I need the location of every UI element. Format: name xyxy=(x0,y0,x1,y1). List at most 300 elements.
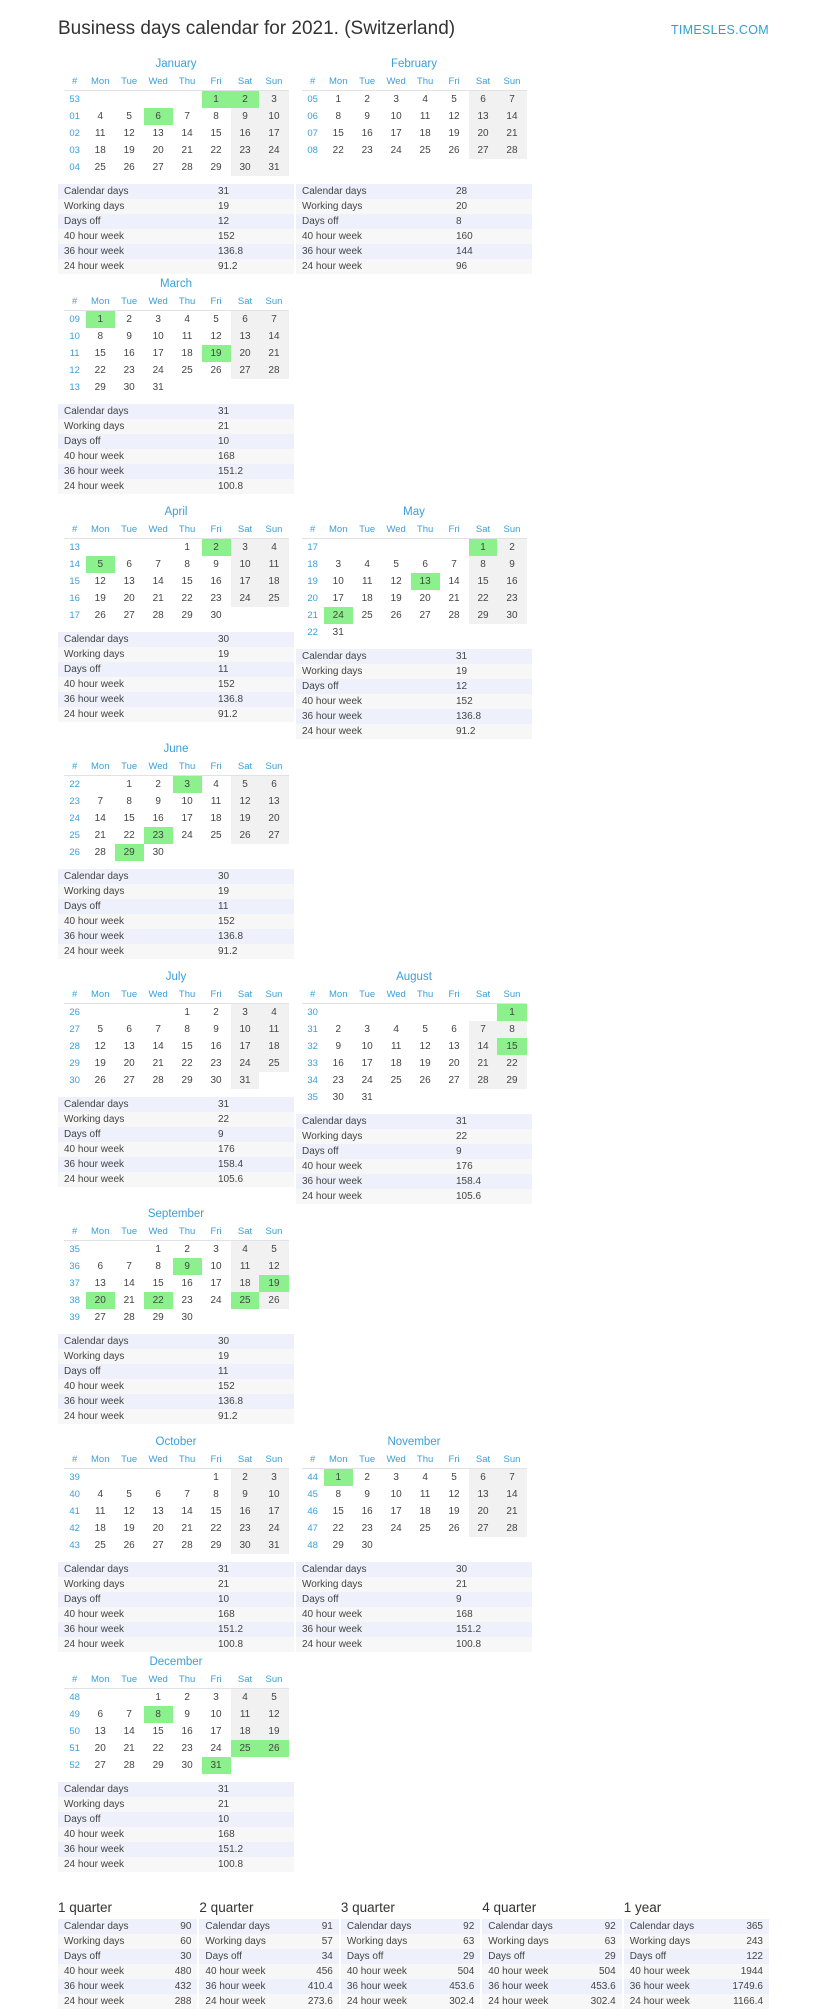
day-cell: 21 xyxy=(469,1055,498,1072)
stat-value: 31 xyxy=(212,184,294,199)
day-cell: 19 xyxy=(259,1275,288,1292)
day-cell: 22 xyxy=(123,830,135,841)
day-cell: 28 xyxy=(152,610,164,621)
day-cell: 9 xyxy=(231,1486,260,1503)
day-cell: 3 xyxy=(155,314,161,325)
day-cell: 22 xyxy=(332,1523,344,1534)
day-cell xyxy=(259,844,288,861)
month-row xyxy=(58,502,769,959)
day-cell: 9 xyxy=(231,108,260,125)
day-cell: 30 xyxy=(152,847,164,858)
weekday-header: Sat xyxy=(469,1452,498,1469)
week-row xyxy=(64,776,289,794)
day-cell xyxy=(324,159,353,176)
summary-label: Working days xyxy=(482,1934,559,1949)
stat-label: 40 hour week xyxy=(58,677,212,692)
stat-row xyxy=(296,244,532,259)
week-number-cell: 24 xyxy=(69,813,80,824)
weekday-header: Mon xyxy=(86,74,115,91)
day-cell: 26 xyxy=(419,1075,431,1086)
summary-value: 57 xyxy=(277,1934,339,1949)
day-cell: 9 xyxy=(364,111,370,122)
day-cell: 23 xyxy=(210,1058,222,1069)
day-cell: 3 xyxy=(393,1472,399,1483)
week-number-header: # xyxy=(64,294,86,311)
week-number-cell: 17 xyxy=(307,542,318,553)
weekday-header: Tue xyxy=(115,74,144,91)
weekday-header: Sun xyxy=(259,1672,288,1689)
stat-value: 151.2 xyxy=(212,464,294,479)
day-cell: 25 xyxy=(390,1075,402,1086)
day-cell: 29 xyxy=(152,1760,164,1771)
day-cell: 27 xyxy=(259,827,288,844)
weekday-header: Sun xyxy=(259,987,288,1004)
day-cell xyxy=(411,1537,440,1554)
day-cell: 31 xyxy=(259,1537,288,1554)
day-cell: 16 xyxy=(231,125,260,142)
day-cell: 20 xyxy=(152,145,164,156)
summary-value: 288 xyxy=(135,1994,197,2009)
stat-label: 40 hour week xyxy=(296,694,450,709)
day-cell: 2 xyxy=(364,1472,370,1483)
month-stats-table xyxy=(296,649,532,739)
day-cell: 31 xyxy=(332,627,344,638)
stat-row xyxy=(58,1157,294,1172)
month-stats-table xyxy=(58,1782,294,1872)
summary-label: 40 hour week xyxy=(199,1964,276,1979)
summary-label: Working days xyxy=(624,1934,707,1949)
stat-label: 36 hour week xyxy=(58,1157,212,1172)
stat-label: Days off xyxy=(296,679,450,694)
day-cell: 1 xyxy=(184,1007,190,1018)
day-cell: 24 xyxy=(231,1055,260,1072)
summary-value: 432 xyxy=(135,1979,197,1994)
day-cell: 19 xyxy=(390,593,402,604)
stat-value: 30 xyxy=(212,1334,294,1349)
day-cell: 17 xyxy=(152,348,164,359)
day-cell: 23 xyxy=(497,590,526,607)
week-row xyxy=(64,1038,289,1055)
week-row xyxy=(64,362,289,379)
day-cell: 18 xyxy=(210,813,222,824)
summary-label: 36 hour week xyxy=(482,1979,559,1994)
week-number-cell: 49 xyxy=(69,1709,80,1720)
week-number-cell: 05 xyxy=(307,94,318,105)
day-cell: 30 xyxy=(210,610,222,621)
week-number-cell: 48 xyxy=(69,1692,80,1703)
summary-row-item xyxy=(624,1919,769,1934)
day-cell: 14 xyxy=(448,576,460,587)
day-cell: 24 xyxy=(390,145,402,156)
week-number-cell: 11 xyxy=(69,348,80,359)
week-row xyxy=(302,142,527,159)
day-cell: 15 xyxy=(152,1726,164,1737)
summary-row-item xyxy=(199,1964,338,1979)
day-cell xyxy=(353,539,382,557)
day-cell: 27 xyxy=(152,162,164,173)
summary-value: 92 xyxy=(560,1919,622,1934)
day-cell: 21 xyxy=(181,1523,193,1534)
stat-row xyxy=(58,214,294,229)
week-number-cell: 02 xyxy=(69,128,80,139)
stat-row xyxy=(58,1334,294,1349)
stat-row xyxy=(296,199,532,214)
stat-row xyxy=(58,662,294,677)
month-row xyxy=(58,967,769,1424)
stat-value: 22 xyxy=(212,1112,294,1127)
day-cell: 2 xyxy=(335,1024,342,1035)
week-row xyxy=(64,1723,289,1740)
week-number-cell: 13 xyxy=(69,382,80,393)
stat-row xyxy=(58,1349,294,1364)
stat-label: Working days xyxy=(296,664,450,679)
week-number-header: # xyxy=(64,1224,86,1241)
weekday-header: Wed xyxy=(144,759,173,776)
day-cell: 13 xyxy=(94,1278,106,1289)
month-stats-table xyxy=(58,1334,294,1424)
stat-label: Working days xyxy=(58,1577,212,1592)
day-cell: 24 xyxy=(361,1075,373,1086)
stat-row xyxy=(58,1797,294,1812)
week-number-cell: 13 xyxy=(69,542,80,553)
weekday-header: Sat xyxy=(231,987,260,1004)
week-number-cell: 35 xyxy=(307,1092,318,1103)
week-number-cell: 43 xyxy=(69,1540,80,1551)
day-cell: 20 xyxy=(86,1292,115,1309)
stat-value: 28 xyxy=(450,184,532,199)
day-cell: 11 xyxy=(95,128,106,139)
stat-row xyxy=(296,724,532,739)
day-cell: 6 xyxy=(469,1469,498,1487)
day-cell: 19 xyxy=(448,1506,460,1517)
stat-row xyxy=(296,1144,532,1159)
week-number-cell: 30 xyxy=(69,1075,80,1086)
day-cell xyxy=(202,1309,231,1326)
week-number-cell: 34 xyxy=(307,1075,318,1086)
week-number-header: # xyxy=(64,522,86,539)
month-stats-table xyxy=(58,632,294,722)
day-cell: 4 xyxy=(422,94,428,105)
stat-value: 10 xyxy=(212,1812,294,1827)
day-cell: 8 xyxy=(213,111,219,122)
day-cell xyxy=(86,539,115,557)
weekday-header: Wed xyxy=(144,74,173,91)
stat-value: 30 xyxy=(212,869,294,884)
stat-label: Days off xyxy=(58,662,212,677)
weekday-header: Wed xyxy=(144,522,173,539)
stat-value: 12 xyxy=(450,679,532,694)
weekday-header: Tue xyxy=(353,522,382,539)
week-row xyxy=(64,1292,289,1309)
summary-row-item xyxy=(624,1994,769,2009)
summary-table xyxy=(482,1919,621,2009)
day-cell: 11 xyxy=(419,1489,431,1500)
day-cell: 1 xyxy=(155,1244,161,1255)
day-cell: 31 xyxy=(152,382,164,393)
stat-label: Calendar days xyxy=(58,1562,212,1577)
day-cell: 22 xyxy=(469,590,498,607)
summary-label: Days off xyxy=(58,1949,135,1964)
day-cell: 27 xyxy=(448,1075,460,1086)
month-name: September xyxy=(147,1208,205,1220)
day-cell: 15 xyxy=(94,348,106,359)
weekday-header: Thu xyxy=(173,987,202,1004)
day-cell: 28 xyxy=(181,162,193,173)
day-cell: 8 xyxy=(126,796,132,807)
stat-value: 100.8 xyxy=(212,1857,294,1872)
day-cell: 21 xyxy=(152,593,164,604)
day-cell: 12 xyxy=(448,111,460,122)
day-cell: 5 xyxy=(422,1024,428,1035)
day-cell: 20 xyxy=(152,1523,164,1534)
day-cell: 8 xyxy=(335,111,342,122)
week-row xyxy=(64,379,289,396)
week-number-cell: 28 xyxy=(69,1041,80,1052)
day-cell: 21 xyxy=(259,345,288,362)
day-cell: 23 xyxy=(361,1523,373,1534)
day-cell: 7 xyxy=(155,559,161,570)
stat-value: 168 xyxy=(450,1607,532,1622)
week-number-cell: 10 xyxy=(69,331,80,342)
stat-label: Calendar days xyxy=(58,184,212,199)
summary-label: 36 hour week xyxy=(199,1979,276,1994)
day-cell: 27 xyxy=(152,1540,164,1551)
weekday-header: Thu xyxy=(411,522,440,539)
summary-label: 24 hour week xyxy=(199,1994,276,2009)
summary-row-item xyxy=(341,1994,480,2009)
day-cell: 26 xyxy=(123,162,135,173)
summary-value: 456 xyxy=(277,1964,339,1979)
stat-value: 91.2 xyxy=(212,259,294,274)
day-cell xyxy=(86,776,115,794)
day-cell: 8 xyxy=(469,556,498,573)
weekday-header: Sun xyxy=(259,1224,288,1241)
day-cell: 8 xyxy=(335,1489,342,1500)
week-number-cell: 29 xyxy=(69,1058,80,1069)
day-cell: 14 xyxy=(497,108,526,125)
summary-value: 453.6 xyxy=(560,1979,622,1994)
day-cell: 22 xyxy=(497,1055,526,1072)
stat-row xyxy=(58,1592,294,1607)
summary-row-item xyxy=(482,1994,621,2009)
stat-label: 40 hour week xyxy=(296,1607,450,1622)
day-cell: 3 xyxy=(231,539,260,557)
month-name: May xyxy=(403,506,425,518)
day-cell: 17 xyxy=(259,1503,288,1520)
month-block xyxy=(58,54,294,274)
day-cell: 16 xyxy=(181,1278,193,1289)
day-cell: 30 xyxy=(231,1537,260,1554)
day-cell xyxy=(440,624,469,641)
weekday-header: Mon xyxy=(86,1672,115,1689)
stat-value: 31 xyxy=(212,1097,294,1112)
day-cell: 19 xyxy=(94,1058,106,1069)
day-cell: 28 xyxy=(94,847,106,858)
day-cell: 12 xyxy=(448,1489,460,1500)
day-cell: 25 xyxy=(419,145,431,156)
weekday-header: Mon xyxy=(86,294,115,311)
day-cell: 14 xyxy=(94,813,106,824)
day-cell xyxy=(259,1309,288,1326)
day-cell: 11 xyxy=(390,1041,402,1052)
day-cell: 15 xyxy=(181,1041,193,1052)
day-cell: 7 xyxy=(497,91,526,109)
stat-value: 9 xyxy=(450,1144,532,1159)
day-cell: 29 xyxy=(181,1075,193,1086)
week-number-cell: 26 xyxy=(69,847,80,858)
stat-label: Working days xyxy=(58,199,212,214)
weekday-header: Fri xyxy=(202,987,231,1004)
stat-row xyxy=(58,199,294,214)
stat-label: Days off xyxy=(296,1144,450,1159)
week-number-cell: 16 xyxy=(69,593,80,604)
day-cell: 13 xyxy=(411,573,440,590)
day-cell: 29 xyxy=(469,607,498,624)
stat-value: 136.8 xyxy=(212,692,294,707)
day-cell: 12 xyxy=(259,1258,288,1275)
day-cell: 5 xyxy=(451,1472,457,1483)
day-cell: 1 xyxy=(335,94,342,105)
stat-row xyxy=(58,229,294,244)
day-cell: 26 xyxy=(210,365,222,376)
weekday-header: Fri xyxy=(202,74,231,91)
day-cell xyxy=(173,844,202,861)
day-cell xyxy=(115,1004,144,1022)
stat-label: 36 hour week xyxy=(58,929,212,944)
day-cell xyxy=(382,539,411,557)
day-cell: 17 xyxy=(332,593,344,604)
stat-value: 9 xyxy=(212,1127,294,1142)
weekday-header: Sat xyxy=(231,1452,260,1469)
stat-label: 36 hour week xyxy=(296,709,450,724)
week-row xyxy=(302,1503,527,1520)
day-cell xyxy=(144,1004,173,1022)
day-cell: 28 xyxy=(181,1540,193,1551)
day-cell: 22 xyxy=(210,1523,222,1534)
day-cell: 25 xyxy=(181,365,193,376)
week-row xyxy=(64,793,289,810)
day-cell: 27 xyxy=(469,1520,498,1537)
weekday-header: Tue xyxy=(353,74,382,91)
day-cell: 18 xyxy=(94,145,106,156)
week-row xyxy=(302,556,527,573)
week-row xyxy=(64,607,289,624)
summary-label: Days off xyxy=(199,1949,276,1964)
summary-value: 302.4 xyxy=(418,1994,480,2009)
day-cell: 19 xyxy=(123,1523,135,1534)
week-number-cell: 14 xyxy=(69,559,80,570)
day-cell: 25 xyxy=(419,1523,431,1534)
day-cell: 26 xyxy=(390,610,402,621)
summary-label: 24 hour week xyxy=(624,1994,707,2009)
stat-value: 152 xyxy=(212,677,294,692)
month-calendar-table xyxy=(64,759,289,861)
day-cell xyxy=(440,1089,469,1106)
summary-label: 40 hour week xyxy=(624,1964,707,1979)
day-cell xyxy=(497,159,526,176)
day-cell: 18 xyxy=(390,1058,402,1069)
day-cell xyxy=(202,844,231,861)
week-row xyxy=(64,556,289,573)
week-number-cell: 20 xyxy=(307,593,318,604)
stat-row xyxy=(58,884,294,899)
day-cell: 25 xyxy=(259,1055,288,1072)
day-cell: 1 xyxy=(213,1472,219,1483)
day-cell xyxy=(382,159,411,176)
summary-label: Calendar days xyxy=(341,1919,418,1934)
day-cell: 3 xyxy=(213,1692,219,1703)
month-name: April xyxy=(164,506,188,518)
day-cell: 6 xyxy=(126,1024,132,1035)
stat-value: 151.2 xyxy=(212,1842,294,1857)
stat-row xyxy=(296,1637,532,1652)
day-cell: 2 xyxy=(364,94,370,105)
weekday-header: Thu xyxy=(173,294,202,311)
day-cell: 9 xyxy=(126,331,132,342)
day-cell: 23 xyxy=(144,827,173,844)
week-row xyxy=(64,1503,289,1520)
day-cell: 18 xyxy=(259,1038,288,1055)
brand-link[interactable]: TIMESLES.COM xyxy=(670,23,769,37)
day-cell: 12 xyxy=(390,576,402,587)
day-cell: 4 xyxy=(422,1472,428,1483)
stat-row xyxy=(58,1562,294,1577)
day-cell: 4 xyxy=(213,779,219,790)
day-cell: 29 xyxy=(94,382,106,393)
page-title: Business days calendar for 2021. (Switzerland) xyxy=(58,18,456,39)
stat-value: 168 xyxy=(212,449,294,464)
weekday-header: Wed xyxy=(144,1672,173,1689)
summary-block xyxy=(482,1900,621,2009)
day-cell: 12 xyxy=(123,128,135,139)
day-cell: 28 xyxy=(123,1760,135,1771)
day-cell: 7 xyxy=(126,1261,132,1272)
week-row xyxy=(64,1241,289,1259)
summary-label: 40 hour week xyxy=(58,1964,135,1979)
day-cell: 30 xyxy=(497,607,526,624)
summary-label: Working days xyxy=(58,1934,135,1949)
day-cell: 8 xyxy=(144,1706,173,1723)
weekday-header: Fri xyxy=(202,1672,231,1689)
day-cell: 9 xyxy=(155,796,161,807)
stat-value: 105.6 xyxy=(212,1172,294,1187)
stat-label: 24 hour week xyxy=(58,1409,212,1424)
summary-value: 504 xyxy=(418,1964,480,1979)
day-cell: 19 xyxy=(259,1723,288,1740)
day-cell xyxy=(115,91,144,109)
stat-row xyxy=(58,647,294,662)
stat-label: Working days xyxy=(58,1112,212,1127)
stat-row xyxy=(58,1842,294,1857)
week-row xyxy=(64,590,289,607)
stat-label: 36 hour week xyxy=(58,1394,212,1409)
week-number-cell: 48 xyxy=(307,1540,318,1551)
day-cell: 19 xyxy=(419,1058,431,1069)
stat-value: 176 xyxy=(450,1159,532,1174)
day-cell: 1 xyxy=(86,311,115,329)
day-cell: 5 xyxy=(259,1689,288,1707)
week-number-cell: 39 xyxy=(69,1312,80,1323)
week-number-cell: 41 xyxy=(69,1506,80,1517)
stat-row xyxy=(58,1827,294,1842)
summary-title: 3 quarter xyxy=(340,1900,395,1915)
week-row xyxy=(64,573,289,590)
day-cell xyxy=(231,607,260,624)
stat-row xyxy=(58,1394,294,1409)
day-cell: 11 xyxy=(231,1258,260,1275)
weekday-header: Wed xyxy=(144,1224,173,1241)
day-cell: 20 xyxy=(448,1058,460,1069)
